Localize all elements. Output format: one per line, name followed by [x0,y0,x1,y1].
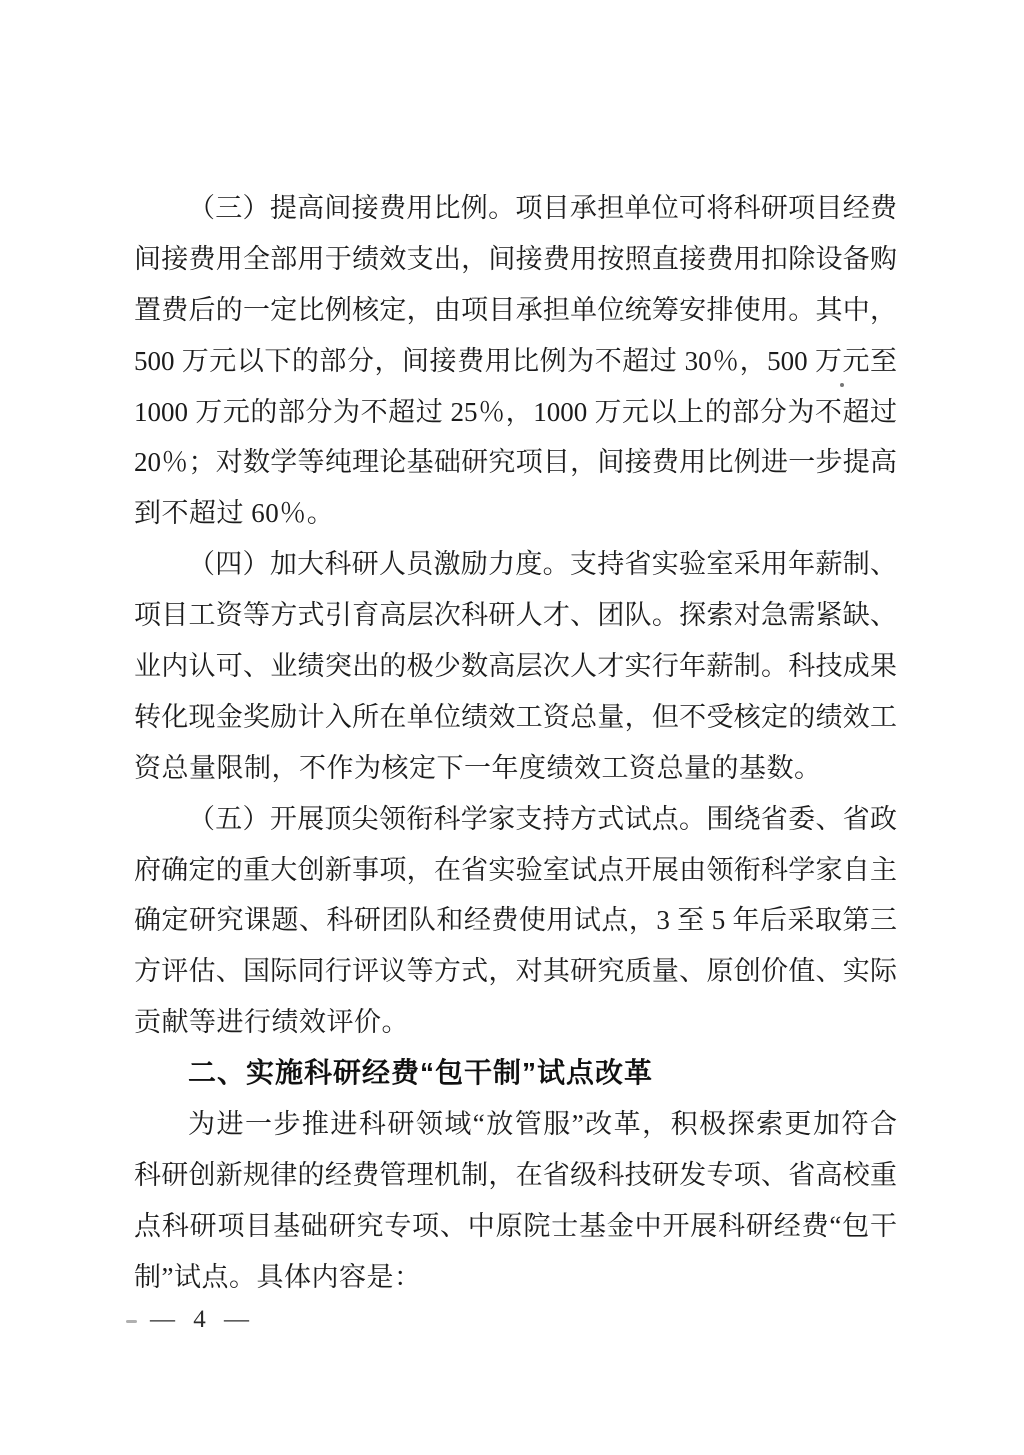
text-line: 确定研究课题、科研团队和经费使用试点，3 至 5 年后采取第三 [134,905,897,936]
text-line: （四）加大科研人员激励力度。支持省实验室采用年薪制、 [188,549,897,580]
text-line: （五）开展顶尖领衔科学家支持方式试点。围绕省委、省政 [188,803,897,834]
text-line: 间接费用全部用于绩效支出，间接费用按照直接费用扣除设备购 [134,243,897,274]
text-line: 置费后的一定比例核定，由项目承担单位统筹安排使用。其中， [134,294,897,325]
text-line: 制”试点。具体内容是： [134,1261,422,1292]
text-line: 1000 万元的部分为不超过 25％，1000 万元以上的部分为不超过 [134,396,897,427]
text-line: （三）提高间接费用比例。项目承担单位可将科研项目经费 [188,193,897,223]
section-heading: 二、实施科研经费“包干制”试点改革 [188,1057,654,1089]
text-line: 项目工资等方式引育高层次科研人才、团队。探索对急需紧缺、 [134,600,897,631]
text-line: 转化现金奖励计入所在单位绩效工资总量，但不受核定的绩效工 [134,701,897,732]
text-line: 到不超过 60％。 [134,498,335,529]
text-line: 点科研项目基础研究专项、中原院士基金中开展科研经费“包干 [134,1210,897,1241]
text-line: 为进一步推进科研领域“放管服”改革，积极探索更加符合 [188,1109,897,1140]
text-line: 20％；对数学等纯理论基础研究项目，间接费用比例进一步提高 [134,447,897,478]
text-line: 府确定的重大创新事项，在省实验室试点开展由领衔科学家自主 [134,854,897,885]
scan-artifact-dash [126,1320,137,1323]
text-line: 方评估、国际同行评议等方式，对其研究质量、原创价值、实际 [134,956,897,987]
text-line: 贡献等进行绩效评价。 [134,1007,409,1038]
text-line: 业内认可、业绩突出的极少数高层次人才实行年薪制。科技成果 [134,651,897,682]
document-body [134,183,897,1303]
page-number: — 4 — [150,1306,255,1333]
text-line: 500 万元以下的部分，间接费用比例为不超过 30％，500 万元至 [134,345,897,376]
text-line: 资总量限制，不作为核定下一年度绩效工资总量的基数。 [134,752,822,783]
text-line: 科研创新规律的经费管理机制，在省级科技研发专项、省高校重 [134,1159,897,1190]
scan-artifact-dot [840,383,844,387]
